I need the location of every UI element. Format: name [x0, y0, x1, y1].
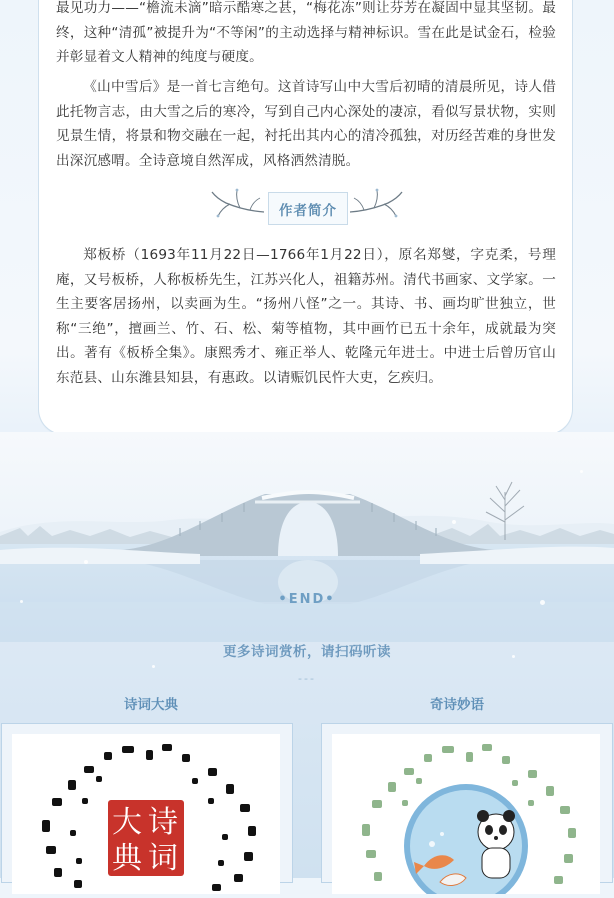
snow-bridge-illustration	[0, 432, 614, 642]
article-paragraph: 最见功力——“檐流未滴”暗示酷寒之甚，“梅花冻”则让芬芳在凝固中显其坚韧。最终，这种“清孤”被提升为“不等闲”的主动选择与精神标识。雪在此是试金石，检验并彰显着文人精神的纯度与硬度。	[56, 0, 556, 65]
qr-left-label: 诗词大典	[124, 697, 178, 713]
end-label: •END•	[278, 592, 336, 607]
snowflake	[152, 665, 155, 668]
qr-code-left[interactable]	[12, 734, 280, 894]
qr-right-label: 奇诗妙语	[430, 697, 484, 713]
author-bio-paragraph: 郑板桥（1693年11月22日—1766年1月22日），原名郑燮，字克柔，号理庵，又号板桥，人称板桥先生，江苏兴化人，祖籍苏州。清代书画家、文学家。一生主要客居扬州，以卖画为生。“扬州八怪”之一。其诗、书、画均旷世独立，世称“三绝”，擅画兰、竹、石、松、菊等植物，其中画竹已五十余年，成就最为突出。著有《板桥全集》。康熙秀才、雍正举人、乾隆元年进士。中进士后曾历官山东范县、山东潍县知县，有惠政。以请赈饥民忤大吏，乞疾归。	[56, 247, 556, 386]
qr-card-right	[321, 723, 613, 883]
svg-text:大: 大	[112, 805, 142, 840]
scan-prompt: 更多诗词赏析，请扫码听读	[223, 644, 391, 660]
section-title: 作者简介	[268, 192, 348, 225]
branch-ornament-right	[348, 186, 404, 220]
branch-ornament-left	[210, 186, 266, 220]
snowflake	[452, 520, 456, 524]
qr-card-left	[1, 723, 293, 883]
qr-code-image	[12, 734, 280, 894]
svg-text:词: 词	[148, 841, 178, 876]
article-paragraph: 《山中雪后》是一首七言绝句。这首诗写山中大雪后初晴的清晨所见，诗人借此托物言志，由大雪之后的寒冷，写到自己内心深处的凄凉，看似写景状物，实则见景生情，将景和物交融在一起，衬托出其内心的清冷孤独，对历经苦难的身世发出深沉感喟。全诗意境自然浑成，风格洒然清脱。	[56, 79, 556, 169]
qr-code-right[interactable]	[332, 734, 600, 894]
snowflake	[84, 560, 88, 564]
snowflake	[580, 470, 583, 473]
qr-code-image	[332, 734, 600, 894]
svg-text:典: 典	[112, 841, 142, 876]
svg-text:诗: 诗	[148, 805, 178, 840]
divider: ---	[298, 672, 316, 685]
